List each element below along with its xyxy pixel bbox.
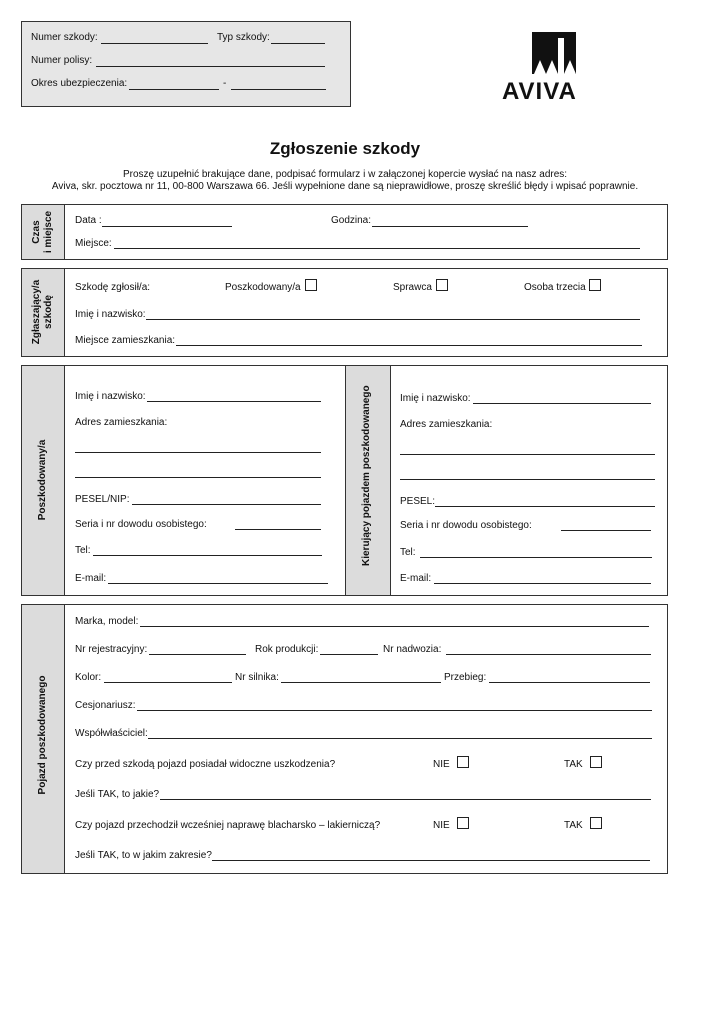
date-field[interactable] bbox=[102, 226, 232, 227]
driver-pesel-field[interactable] bbox=[435, 506, 655, 507]
time-place-section bbox=[21, 204, 668, 260]
time-place-sidebar-line-2: i miejsce bbox=[43, 210, 54, 254]
insurance-period-from-field[interactable] bbox=[129, 89, 219, 90]
option-third-party-checkbox[interactable] bbox=[589, 279, 601, 291]
page-title: Zgłoszenie szkody bbox=[269, 139, 421, 158]
if-yes-what-label: Jeśli TAK, to jakie? bbox=[75, 789, 160, 800]
driver-address-label: Adres zamieszkania: bbox=[400, 419, 493, 430]
color-label: Kolor: bbox=[75, 672, 102, 683]
reported-by-label: Szkodę zgłosił/a: bbox=[75, 282, 151, 293]
assignee-field[interactable] bbox=[137, 710, 652, 711]
reporter-name-field[interactable] bbox=[146, 319, 640, 320]
reporter-sidebar-label bbox=[31, 272, 55, 352]
driver-address-field-2[interactable] bbox=[400, 479, 655, 480]
injured-sidebar-label: Poszkodowany/a bbox=[37, 439, 48, 521]
injured-address-label: Adres zamieszkania: bbox=[75, 417, 168, 428]
option-injured-checkbox[interactable] bbox=[305, 279, 317, 291]
driver-phone-label: Tel: bbox=[400, 547, 416, 558]
injured-address-field-1[interactable] bbox=[75, 452, 321, 453]
driver-address-field-1[interactable] bbox=[400, 454, 655, 455]
prior-damage-yes-label: TAK bbox=[564, 759, 583, 770]
date-label: Data : bbox=[75, 215, 102, 226]
injured-phone-field[interactable] bbox=[93, 555, 322, 556]
policy-number-label: Numer polisy: bbox=[31, 55, 93, 66]
injured-name-label: Imię i nazwisko: bbox=[75, 391, 146, 402]
prior-repair-no-checkbox[interactable] bbox=[457, 817, 469, 829]
prior-damage-yes-checkbox[interactable] bbox=[590, 756, 602, 768]
co-owner-field[interactable] bbox=[148, 738, 652, 739]
driver-id-label: Seria i nr dowodu osobistego: bbox=[400, 520, 532, 531]
make-model-label: Marka, model: bbox=[75, 616, 139, 627]
logo-text: AVIVA bbox=[502, 78, 577, 105]
time-place-sidebar-label bbox=[31, 202, 55, 262]
injured-email-label: E-mail: bbox=[75, 573, 107, 584]
claim-number-label: Numer szkody: bbox=[31, 32, 98, 43]
aviva-logo-icon bbox=[530, 30, 578, 76]
insurance-period-label: Okres ubezpieczenia: bbox=[31, 78, 128, 89]
injured-pesel-label: PESEL/NIP: bbox=[75, 494, 130, 505]
reporter-sidebar-line-1: Zgłaszający/a bbox=[31, 279, 42, 345]
reporter-residence-field[interactable] bbox=[176, 345, 642, 346]
claim-number-field[interactable] bbox=[101, 43, 208, 44]
place-field[interactable] bbox=[114, 248, 640, 249]
vehicle-sidebar-label: Pojazd poszkodowanego bbox=[37, 675, 48, 795]
mileage-field[interactable] bbox=[489, 682, 650, 683]
prior-damage-question: Czy przed szkodą pojazd posiadał widoczne uszkodzenia? bbox=[75, 759, 336, 770]
injured-id-label: Seria i nr dowodu osobistego: bbox=[75, 519, 207, 530]
policy-number-field[interactable] bbox=[96, 66, 325, 67]
prior-repair-yes-checkbox[interactable] bbox=[590, 817, 602, 829]
period-separator: - bbox=[223, 78, 227, 89]
driver-email-field[interactable] bbox=[434, 583, 651, 584]
driver-name-field[interactable] bbox=[473, 403, 651, 404]
co-owner-label: Współwłaściciel: bbox=[75, 728, 148, 739]
injured-email-field[interactable] bbox=[108, 583, 328, 584]
prior-damage-no-checkbox[interactable] bbox=[457, 756, 469, 768]
driver-name-label: Imię i nazwisko: bbox=[400, 393, 471, 404]
injured-id-field[interactable] bbox=[235, 529, 321, 530]
registration-field[interactable] bbox=[149, 654, 246, 655]
prior-repair-no-label: NIE bbox=[433, 820, 450, 831]
make-model-field[interactable] bbox=[140, 626, 649, 627]
reporter-name-label: Imię i nazwisko: bbox=[75, 309, 146, 320]
driver-sidebar-label: Kierujący pojazdem poszkodowanego bbox=[361, 385, 372, 566]
engine-field[interactable] bbox=[281, 682, 441, 683]
registration-label: Nr rejestracyjny: bbox=[75, 644, 148, 655]
driver-id-field[interactable] bbox=[561, 530, 651, 531]
assignee-label: Cesjonariusz: bbox=[75, 700, 136, 711]
chassis-field[interactable] bbox=[446, 654, 651, 655]
chassis-label: Nr nadwozia: bbox=[383, 644, 442, 655]
engine-label: Nr silnika: bbox=[235, 672, 279, 683]
injured-name-field[interactable] bbox=[147, 401, 321, 402]
driver-pesel-label: PESEL: bbox=[400, 496, 436, 507]
production-year-field[interactable] bbox=[320, 654, 378, 655]
time-field[interactable] bbox=[372, 226, 528, 227]
reporter-sidebar-line-2: szkodę bbox=[43, 295, 54, 329]
injured-phone-label: Tel: bbox=[75, 545, 91, 556]
if-yes-what-field[interactable] bbox=[160, 799, 651, 800]
injured-pesel-field[interactable] bbox=[132, 504, 321, 505]
instructions-line-2: Aviva, skr. pocztowa nr 11, 00-800 Warszawa 66. Jeśli wypełnione dane są nieprawidłowe, proszę skreślić błędy i wpisać poprawnie. bbox=[51, 181, 639, 192]
time-place-sidebar-line-1: Czas bbox=[31, 220, 42, 244]
mileage-label: Przebieg: bbox=[444, 672, 487, 683]
prior-repair-yes-label: TAK bbox=[564, 820, 583, 831]
claim-type-field[interactable] bbox=[271, 43, 325, 44]
option-perpetrator-label: Sprawca bbox=[393, 282, 432, 293]
option-perpetrator-checkbox[interactable] bbox=[436, 279, 448, 291]
if-yes-scope-field[interactable] bbox=[212, 860, 650, 861]
option-third-party-label: Osoba trzecia bbox=[524, 282, 586, 293]
instructions-line-1: Proszę uzupełnić brakujące dane, podpisać formularz i w załączonej kopercie wysłać na nasz adres: bbox=[122, 169, 568, 180]
production-year-label: Rok produkcji: bbox=[255, 644, 319, 655]
if-yes-scope-label: Jeśli TAK, to w jakim zakresie? bbox=[75, 850, 212, 861]
driver-email-label: E-mail: bbox=[400, 573, 432, 584]
reporter-residence-label: Miejsce zamieszkania: bbox=[75, 335, 176, 346]
insurance-period-to-field[interactable] bbox=[231, 89, 326, 90]
prior-damage-no-label: NIE bbox=[433, 759, 450, 770]
time-label: Godzina: bbox=[331, 215, 372, 226]
prior-repair-question: Czy pojazd przechodził wcześniej naprawę blacharsko – lakierniczą? bbox=[75, 820, 381, 831]
place-label: Miejsce: bbox=[75, 238, 112, 249]
option-injured-label: Poszkodowany/a bbox=[225, 282, 301, 293]
injured-address-field-2[interactable] bbox=[75, 477, 321, 478]
color-field[interactable] bbox=[104, 682, 232, 683]
claim-type-label: Typ szkody: bbox=[217, 32, 270, 43]
driver-phone-field[interactable] bbox=[420, 557, 652, 558]
